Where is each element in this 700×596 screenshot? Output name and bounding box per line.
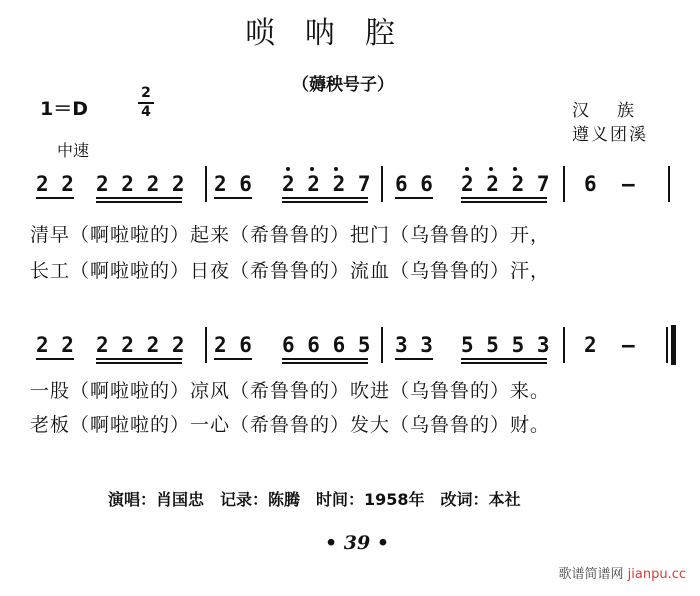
measure-4-beat-2: — xyxy=(622,172,635,196)
time-signature-bottom: 4 xyxy=(141,104,151,120)
bar-line xyxy=(205,327,207,363)
lyric-line-2: 长工（啊啦啦的）日夜（希鲁鲁的）流血（乌鲁鲁的）汗， xyxy=(30,260,551,282)
time-signature-top: 2 xyxy=(141,85,151,101)
measure-7-beat-1: 3 3 xyxy=(395,333,433,357)
site-watermark xyxy=(558,563,686,582)
measure-6-beat-2: 6 6 6 5 xyxy=(282,333,371,357)
page-number: • 39 • xyxy=(325,532,389,554)
watermark-url: jianpu.cc xyxy=(627,567,686,582)
final-bar-line-thin xyxy=(666,327,668,363)
origin-region: 遵义团溪 xyxy=(572,125,648,145)
measure-5-beat-1: 2 2 xyxy=(36,333,74,357)
bar-line xyxy=(205,166,207,202)
time-signature xyxy=(138,86,154,120)
origin-ethnic: 汉族 xyxy=(572,101,662,121)
final-bar-line-thick xyxy=(671,325,676,365)
lyric-line-1: 清早（啊啦啦的）起来（希鲁鲁的）把门（乌鲁鲁的）开， xyxy=(30,224,551,246)
song-title: 唢呐腔 xyxy=(245,16,425,51)
measure-1-beat-1: 2 2 xyxy=(36,172,74,196)
measure-2-beat-2: 2 2 2 7 xyxy=(282,172,371,196)
bar-line xyxy=(381,166,383,202)
measure-1-beat-2: 2 2 2 2 xyxy=(96,172,185,196)
measure-3-beat-1: 6 6 xyxy=(395,172,433,196)
measure-2-beat-1: 2 6 xyxy=(214,172,252,196)
measure-5-beat-2: 2 2 2 2 xyxy=(96,333,185,357)
measure-3-beat-2: 2 2 2 7 xyxy=(461,172,550,196)
tempo-marking: 中速 xyxy=(57,141,90,160)
measure-7-beat-2: 5 5 5 3 xyxy=(461,333,550,357)
measure-4-beat-1: 6 xyxy=(584,172,597,196)
measure-8-beat-2: — xyxy=(622,333,635,357)
watermark-site-name: 歌谱简谱网 xyxy=(558,567,624,582)
bar-line xyxy=(563,327,565,363)
song-subtitle: （薅秧号子） xyxy=(292,75,394,95)
bar-line xyxy=(381,327,383,363)
measure-8-beat-1: 2 xyxy=(584,333,597,357)
bar-line xyxy=(563,166,565,202)
credits-line: 演唱：肖国忠 记录：陈腾 时间：1958年 改词：本社 xyxy=(108,490,521,509)
bar-line xyxy=(668,166,670,202)
lyric-line-3: 一股（啊啦啦的）凉风（希鲁鲁的）吹进（乌鲁鲁的）来。 xyxy=(30,380,551,402)
lyric-line-4: 老板（啊啦啦的）一心（希鲁鲁的）发大（乌鲁鲁的）财。 xyxy=(30,414,551,436)
measure-6-beat-1: 2 6 xyxy=(214,333,252,357)
key-signature: 1＝D xyxy=(40,98,88,120)
